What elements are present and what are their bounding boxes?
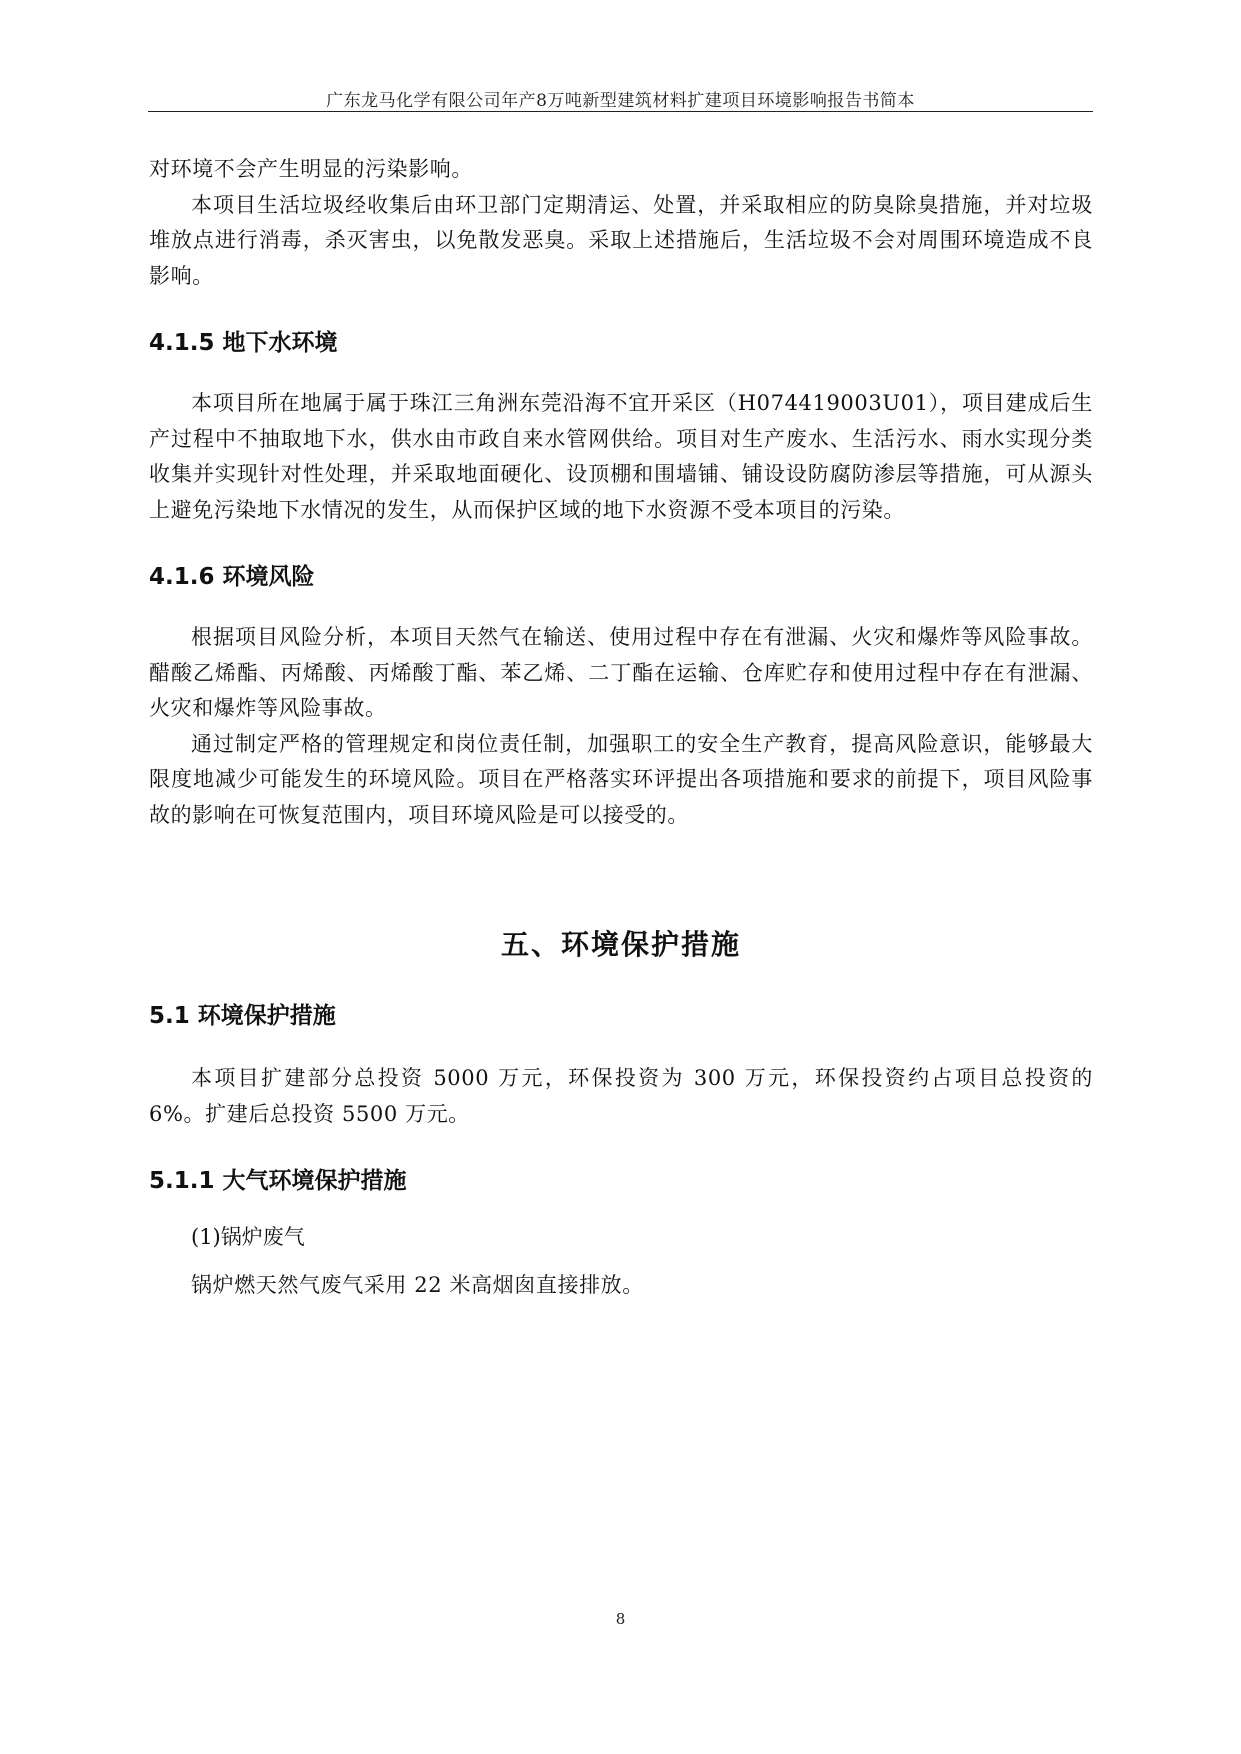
paragraph-groundwater: 本项目所在地属于属于珠江三角洲东莞沿海不宜开采区（H074419003U01），项目建成后生产过程中不抽取地下水，供水由市政自来水管网供给。项目对生产废水、生活污水、雨水实现分类收集并实现针对性处理，并采取地面硬化、设顶棚和围墙铺、铺设设防腐防渗层等措施，可从源头上避免污染地下水情况的发生，从而保护区域的地下水资源不受本项目的污染。 (149, 391, 1093, 522)
paragraph-investment: 本项目扩建部分总投资 5000 万元，环保投资为 300 万元，环保投资约占项目总投资的 6%。扩建后总投资 5500 万元。 (149, 1066, 1093, 1126)
section-heading-5-1: 5.1 环境保护措施 (149, 1003, 336, 1029)
page-content (149, 152, 1093, 1303)
section-heading-4-1-6: 4.1.6 环境风险 (149, 564, 315, 590)
paragraph-continuation: 对环境不会产生明显的污染影响。 (149, 157, 473, 181)
paragraph-risk-analysis: 根据项目风险分析，本项目天然气在输送、使用过程中存在有泄漏、火灾和爆炸等风险事故。醋酸乙烯酯、丙烯酸、丙烯酸丁酯、苯乙烯、二丁酯在运输、仓库贮存和使用过程中存在有泄漏、火灾和爆炸等风险事故。 (149, 625, 1093, 720)
section-heading-5-1-1: 5.1.1 大气环境保护措施 (149, 1168, 407, 1194)
paragraph-risk-management: 通过制定严格的管理规定和岗位责任制，加强职工的安全生产教育，提高风险意识，能够最大限度地减少可能发生的环境风险。项目在严格落实环评提出各项措施和要求的前提下，项目风险事故的影响在可恢复范围内，项目环境风险是可以接受的。 (149, 731, 1093, 827)
section-heading-4-1-5: 4.1.5 地下水环境 (149, 330, 338, 356)
running-header: 广东龙马化学有限公司年产8万吨新型建筑材料扩建项目环境影响报告书简本 (326, 91, 915, 111)
list-item-boiler-exhaust: (1)锅炉废气 (191, 1225, 305, 1249)
header-rule (148, 111, 1093, 112)
chapter-heading-5: 五、环境保护措施 (500, 928, 741, 961)
page-number: 8 (615, 1610, 626, 1628)
paragraph-garbage-disposal: 本项目生活垃圾经收集后由环卫部门定期清运、处置，并采取相应的防臭除臭措施，并对垃圾堆放点进行消毒，杀灭害虫，以免散发恶臭。采取上述措施后，生活垃圾不会对周围环境造成不良影响。 (149, 192, 1093, 288)
paragraph-boiler-exhaust: 锅炉燃天然气废气采用 22 米高烟囱直接排放。 (191, 1272, 644, 1297)
